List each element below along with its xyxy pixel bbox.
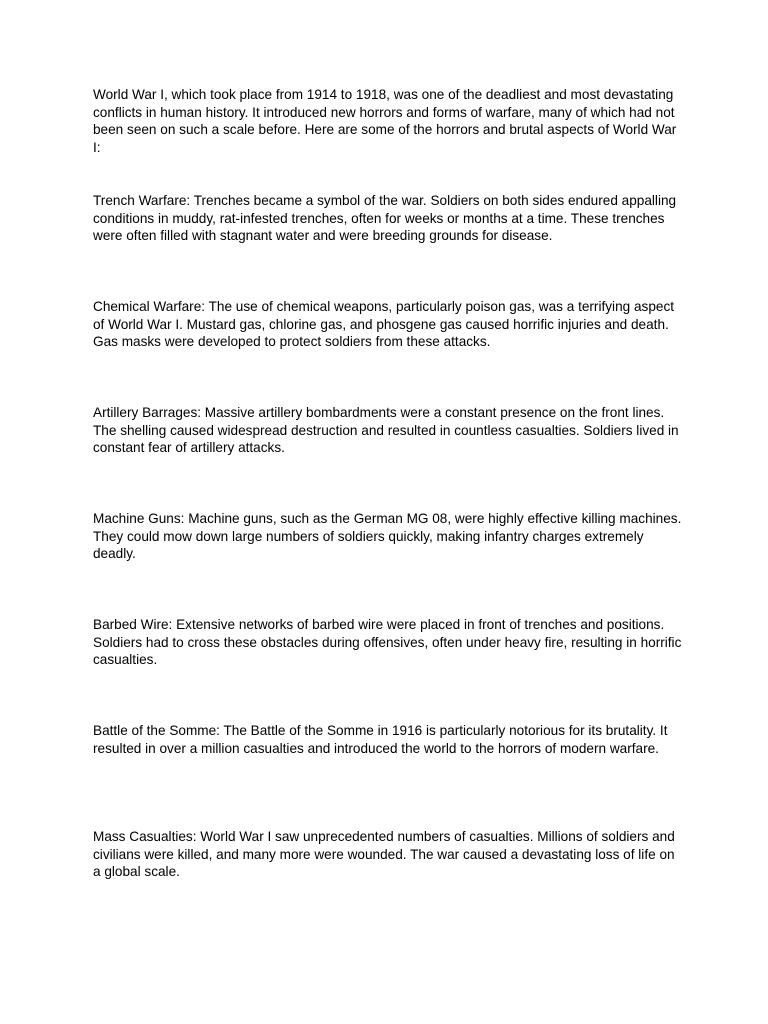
mass-casualties-paragraph: Mass Casualties: World War I saw unprecedented numbers of casualties. Millions of soldiers and civilians were killed, and many more were wounded. The war caused a devastating loss of life on a global scale. — [93, 829, 675, 880]
barbed-wire-paragraph: Barbed Wire: Extensive networks of barbed wire were placed in front of trenches and positions. Soldiers had to cross these obstacles during offensives, often under heavy fire, resulting in horrific casualties. — [93, 617, 682, 668]
machine-guns-paragraph: Machine Guns: Machine guns, such as the German MG 08, were highly effective killing machines. They could mow down large numbers of soldiers quickly, making infantry charges extremely deadly. — [93, 511, 682, 562]
battle-of-the-somme-paragraph: Battle of the Somme: The Battle of the Somme in 1916 is particularly notorious for its brutality. It resulted in over a million casualties and introduced the world to the horrors of modern warfare. — [93, 723, 668, 756]
artillery-barrages-paragraph: Artillery Barrages: Massive artillery bombardments were a constant presence on the front lines. The shelling caused widespread destruction and resulted in countless casualties. Soldiers lived in constant fear of artillery attacks. — [93, 405, 679, 456]
intro-paragraph: World War I, which took place from 1914 to 1918, was one of the deadliest and most devastating conflicts in human history. It introduced new horrors and forms of warfare, many of which had not been seen on such a scale before. Here are some of the horrors and brutal aspects of World War I: — [93, 87, 677, 156]
chemical-warfare-paragraph: Chemical Warfare: The use of chemical weapons, particularly poison gas, was a terrifying aspect of World War I. Mustard gas, chlorine gas, and phosgene gas caused horrific injuries and death. Gas masks were developed to protect soldiers from these attacks. — [93, 299, 675, 350]
trench-warfare-paragraph: Trench Warfare: Trenches became a symbol of the war. Soldiers on both sides endured appalling conditions in muddy, rat-infested trenches, often for weeks or months at a time. These trenches were often filled with stagnant water and were breeding grounds for disease. — [93, 193, 677, 244]
